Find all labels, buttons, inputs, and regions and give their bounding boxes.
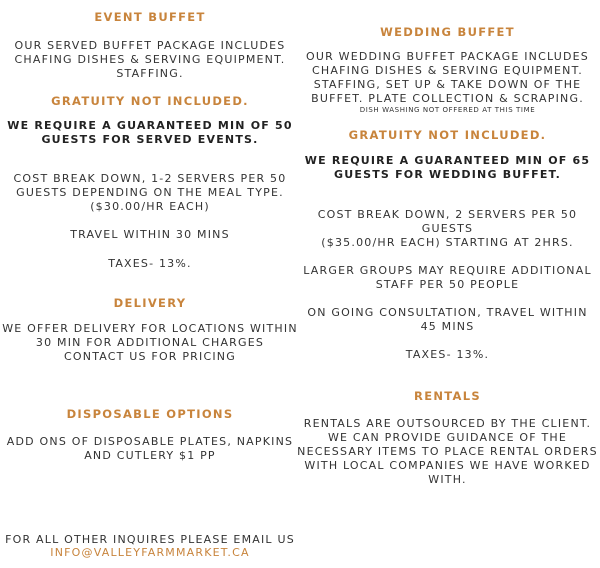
text-line: AND CUTLERY $1 PP bbox=[84, 449, 216, 462]
text-line: ($30.00/HR EACH) bbox=[90, 200, 210, 213]
text-line: BUFFET. PLATE COLLECTION & SCRAPING. bbox=[311, 92, 584, 105]
wedding-consultation bbox=[295, 306, 600, 334]
text-line: CHAFING DISHES & SERVING EQUIPMENT. bbox=[14, 53, 286, 66]
text-line: NECESSARY ITEMS TO PLACE RENTAL ORDERS bbox=[297, 445, 598, 458]
disposable-heading: DISPOSABLE OPTIONS bbox=[66, 407, 234, 421]
wedding-gratuity-notice: GRATUITY NOT INCLUDED. bbox=[348, 128, 547, 142]
text-line: GUESTS FOR WEDDING BUFFET. bbox=[334, 168, 561, 181]
footer-inquiries: FOR ALL OTHER INQUIRES PLEASE EMAIL US bbox=[5, 533, 295, 546]
text-line: COST BREAK DOWN, 1-2 SERVERS PER 50 bbox=[13, 172, 287, 185]
text-line: RENTALS ARE OUTSOURCED BY THE CLIENT. bbox=[303, 417, 592, 430]
text-line: STAFF PER 50 PEOPLE bbox=[375, 278, 520, 291]
text-line: LARGER GROUPS MAY REQUIRE ADDITIONAL bbox=[303, 264, 592, 277]
text-line: WITH LOCAL COMPANIES WE HAVE WORKED bbox=[304, 459, 591, 472]
text-line: OUR WEDDING BUFFET PACKAGE INCLUDES bbox=[306, 50, 589, 63]
text-line: STAFFING, SET UP & TAKE DOWN OF THE bbox=[313, 78, 582, 91]
text-line: GUESTS bbox=[421, 222, 474, 235]
delivery-heading: DELIVERY bbox=[113, 296, 187, 310]
text-line: WE OFFER DELIVERY FOR LOCATIONS WITHIN bbox=[2, 322, 298, 335]
dish-washing-note: DISH WASHING NOT OFFERED AT THIS TIME bbox=[359, 106, 536, 114]
text-line: WE CAN PROVIDE GUIDANCE OF THE bbox=[327, 431, 568, 444]
text-line: STAFFING. bbox=[116, 67, 184, 80]
text-line: ON GOING CONSULTATION, TRAVEL WITHIN bbox=[307, 306, 588, 319]
text-line: COST BREAK DOWN, 2 SERVERS PER 50 bbox=[317, 208, 578, 221]
event-buffet-description bbox=[0, 39, 300, 81]
text-line: GUESTS FOR SERVED EVENTS. bbox=[41, 133, 259, 146]
text-line: ($35.00/HR EACH) STARTING AT 2HRS. bbox=[321, 236, 574, 249]
wedding-minimum-guests bbox=[295, 154, 600, 182]
rentals-text bbox=[295, 417, 600, 487]
disposable-text bbox=[0, 435, 300, 463]
wedding-cost-breakdown bbox=[295, 208, 600, 250]
text-line: WE REQUIRE A GUARANTEED MIN OF 50 bbox=[7, 119, 293, 132]
text-line: CHAFING DISHES & SERVING EQUIPMENT. bbox=[312, 64, 583, 77]
text-line: GUESTS DEPENDING ON THE MEAL TYPE. bbox=[16, 186, 284, 199]
wedding-buffet-heading: WEDDING BUFFET bbox=[380, 25, 515, 39]
event-cost-breakdown bbox=[0, 172, 300, 214]
rentals-heading: RENTALS bbox=[414, 389, 481, 403]
wedding-larger-groups bbox=[295, 264, 600, 292]
event-minimum-guests bbox=[0, 119, 300, 147]
text-line: WE REQUIRE A GUARANTEED MIN OF 65 bbox=[304, 154, 591, 167]
event-taxes: TAXES- 13%. bbox=[108, 257, 192, 270]
event-travel: TRAVEL WITHIN 30 MINS bbox=[70, 228, 230, 241]
wedding-buffet-description bbox=[295, 50, 600, 106]
text-line: 45 MINS bbox=[420, 320, 475, 333]
text-line: CONTACT US FOR PRICING bbox=[64, 350, 236, 363]
email-link[interactable]: INFO@VALLEYFARMMARKET.CA bbox=[50, 546, 250, 559]
delivery-text bbox=[0, 322, 300, 364]
text-line: WITH. bbox=[428, 473, 467, 486]
text-line: ADD ONS OF DISPOSABLE PLATES, NAPKINS bbox=[6, 435, 294, 448]
event-buffet-heading: EVENT BUFFET bbox=[94, 10, 206, 24]
wedding-taxes: TAXES- 13%. bbox=[405, 348, 490, 361]
text-line: 30 MIN FOR ADDITIONAL CHARGES bbox=[35, 336, 265, 349]
text-line: OUR SERVED BUFFET PACKAGE INCLUDES bbox=[14, 39, 286, 52]
event-gratuity-notice: GRATUITY NOT INCLUDED. bbox=[51, 94, 249, 108]
